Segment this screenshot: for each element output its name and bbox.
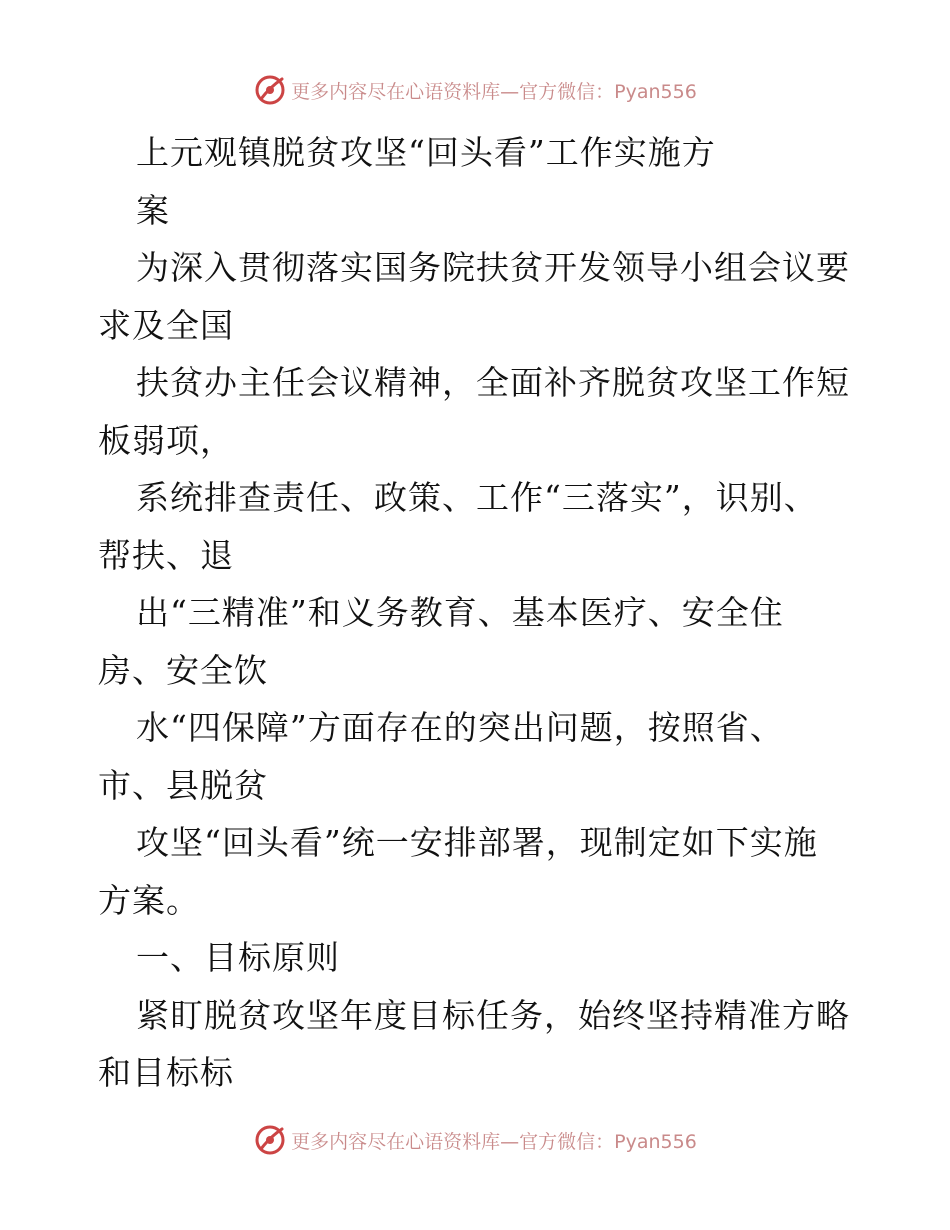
- red-quill-swirl-icon: [253, 1123, 287, 1157]
- text-line: 水“四保障”方面存在的突出问题，按照省、: [136, 708, 784, 747]
- text-line: 帮扶、退: [98, 535, 234, 575]
- text-line: 和目标标: [98, 1053, 234, 1092]
- text-line: 市、县脱贫: [98, 765, 268, 805]
- text-line: 求及全国: [98, 305, 234, 345]
- text-line: 板弱项，: [98, 420, 234, 460]
- text-line: 一、目标原则: [136, 938, 340, 977]
- text-line: 房、安全饮: [98, 650, 268, 690]
- text-line: 扶贫办主任会议精神，全面补齐脱贫攻坚工作短: [136, 363, 850, 402]
- text-line: 出“三精准”和义务教育、基本医疗、安全住: [136, 593, 784, 632]
- text-line: 攻坚“回头看”统一安排部署，现制定如下实施: [136, 823, 818, 862]
- watermark-header: [0, 70, 950, 110]
- text-line: 紧盯脱贫攻坚年度目标任务，始终坚持精准方略: [136, 995, 850, 1035]
- text-line: 为深入贯彻落实国务院扶贫开发领导小组会议要: [136, 248, 850, 287]
- text-line: 案: [136, 190, 170, 230]
- text-line: 方案。: [98, 880, 200, 920]
- red-quill-swirl-icon: [253, 73, 287, 107]
- watermark-text: 更多内容尽在心语资料库—官方微信：Pyan556: [291, 80, 697, 103]
- document-body: [98, 124, 858, 1102]
- watermark-footer: [0, 1120, 950, 1160]
- text-line: 系统排查责任、政策、工作“三落实”，识别、: [136, 478, 818, 517]
- watermark-text: 更多内容尽在心语资料库—官方微信：Pyan556: [291, 1130, 697, 1153]
- text-line: 上元观镇脱贫攻坚“回头看”工作实施方: [136, 133, 716, 172]
